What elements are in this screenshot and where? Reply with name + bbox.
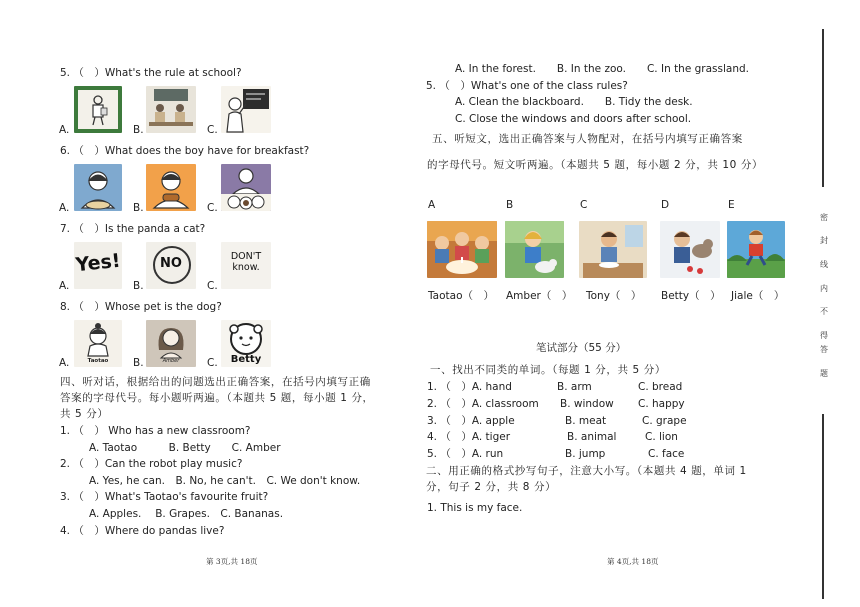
binding-char-6: 得 — [820, 331, 828, 340]
q5-option-a-label: A. — [59, 124, 70, 136]
binding-char-1: 密 — [820, 213, 828, 222]
section4-q2: 2. （ ）Can the robot play music? — [60, 458, 243, 470]
section4-instruction-line2: 答案的字母代号。每小题听两遍。（本题共 5 题，每小题 1 分， — [60, 392, 374, 404]
q6-option-a-label: A. — [59, 202, 70, 214]
binding-char-4: 内 — [820, 284, 828, 293]
section1-row3-c: C. grape — [642, 415, 687, 427]
q7-option-a-yes-sign[interactable] — [74, 242, 122, 289]
section1-row3-a: 3. （ ）A. apple — [427, 415, 515, 427]
section5-name-jiale[interactable]: Jiale（ ） — [731, 290, 785, 302]
section5-letter-c: C — [580, 199, 588, 211]
section5-image-a-birthday[interactable] — [427, 221, 497, 278]
section5-letter-d: D — [661, 199, 670, 211]
binding-line-bottom — [822, 414, 824, 599]
section5-name-betty[interactable]: Betty（ ） — [661, 290, 721, 302]
q8-caption-betty: Betty — [230, 354, 262, 365]
q6-option-b-label: B. — [133, 202, 144, 214]
section5-image-c-boy-eating[interactable] — [579, 221, 647, 278]
q7-option-b-no-sign[interactable] — [146, 242, 196, 289]
q8-option-b-image[interactable] — [146, 320, 196, 367]
section1-row1-a: 1. （ ）A. hand — [427, 381, 512, 393]
section1-row5-b: B. jump — [565, 448, 606, 460]
section1-row4-c: C. lion — [645, 431, 678, 443]
yes-sign-text: Yes! — [74, 249, 122, 277]
section1-row2-a: 2. （ ）A. classroom — [427, 398, 539, 410]
q6-question: 6. （ ）What does the boy have for breakfast? — [60, 145, 310, 157]
section1-row5-a: 5. （ ）A. run — [427, 448, 504, 460]
q5-option-b-label: B. — [133, 124, 144, 136]
section5-letter-a: A — [428, 199, 436, 211]
q8-option-a-label: A. — [59, 357, 70, 369]
q5-option-a-image[interactable] — [74, 86, 122, 133]
binding-char-7: 答 — [820, 345, 828, 354]
section4-q4-options: A. In the forest. B. In the zoo. C. In the grassland. — [455, 63, 750, 75]
section4-q5-options-2: C. Close the windows and doors after school. — [455, 113, 692, 125]
binding-char-8: 题 — [820, 369, 828, 378]
section1-title: 一、找出不同类的单词。（每题 1 分，共 5 分） — [430, 364, 666, 376]
section5-name-amber[interactable]: Amber（ ） — [506, 290, 573, 302]
q6-option-c-label: C. — [207, 202, 218, 214]
q8-question: 8. （ ）Whose pet is the dog? — [60, 301, 222, 313]
q6-option-a-image[interactable] — [74, 164, 122, 211]
section5-image-e-boy-jumping[interactable] — [727, 221, 785, 278]
q8-option-c-label: C. — [207, 357, 218, 369]
section5-instruction-line1: 五、听短文，选出正确答案与人物配对，在括号内填写正确答案 — [432, 133, 743, 145]
section5-image-b-girl-with-pet[interactable] — [505, 221, 564, 278]
binding-char-3: 线 — [820, 260, 828, 269]
section5-image-d-boy-with-cat[interactable] — [660, 221, 720, 278]
section2-item1: 1. This is my face. — [427, 502, 523, 514]
section5-name-tony[interactable]: Tony（ ） — [586, 290, 642, 302]
q5-question: 5. （ ）What's the rule at school? — [60, 67, 242, 79]
section4-q2-options: A. Yes, he can. B. No, he can't. C. We don't know. — [89, 475, 361, 487]
section4-q4: 4. （ ）Where do pandas live? — [60, 525, 225, 537]
section5-instruction-line2: 的字母代号。短文听两遍。（本题共 5 题，每小题 2 分，共 10 分） — [427, 159, 764, 171]
q5-option-c-image[interactable] — [221, 86, 271, 133]
no-sign-text: NO — [160, 256, 182, 271]
section4-instruction-line1: 四、听对话，根据给出的问题选出正确答案，在括号内填写正确 — [60, 376, 371, 388]
section4-q5-options-1: A. Clean the blackboard. B. Tidy the desk. — [455, 96, 693, 108]
dont-know-text-line2: know. — [232, 262, 260, 273]
section5-name-taotao[interactable]: Taotao（ ） — [428, 290, 495, 302]
page-footer-left: 第 3页,共 18页 — [206, 557, 258, 566]
q5-option-c-label: C. — [207, 124, 218, 136]
section4-q5: 5. （ ）What's one of the class rules? — [426, 80, 628, 92]
section4-q3-options: A. Apples. B. Grapes. C. Bananas. — [89, 508, 284, 520]
section4-instruction-line3: 共 5 分） — [60, 408, 109, 420]
q8-caption-amber: Amber — [162, 358, 180, 364]
section4-q1-options: A. Taotao B. Betty C. Amber — [89, 442, 281, 454]
q6-option-b-image[interactable] — [146, 164, 196, 211]
section5-letter-e: E — [728, 199, 735, 211]
section5-letter-b: B — [506, 199, 514, 211]
section4-q1: 1. （ ） Who has a new classroom? — [60, 425, 251, 437]
section1-row3-b: B. meat — [565, 415, 607, 427]
q5-option-b-image[interactable] — [146, 86, 196, 133]
q7-option-c-dont-know-sign[interactable] — [221, 242, 271, 289]
section1-row5-c: C. face — [648, 448, 685, 460]
page-footer-right: 第 4页,共 18页 — [607, 557, 659, 566]
q8-option-a-image[interactable] — [74, 320, 122, 367]
q6-option-c-image[interactable] — [221, 164, 271, 211]
written-part-title: 笔试部分（55 分） — [536, 342, 627, 354]
binding-line-top — [822, 29, 824, 187]
section1-row1-c: C. bread — [638, 381, 683, 393]
section1-row2-c: C. happy — [638, 398, 685, 410]
q8-caption-taotao: Taotao — [87, 358, 109, 364]
section1-row4-a: 4. （ ）A. tiger — [427, 431, 511, 443]
q7-option-a-label: A. — [59, 280, 70, 292]
q7-question: 7. （ ）Is the panda a cat? — [60, 223, 206, 235]
q7-option-c-label: C. — [207, 280, 218, 292]
section1-row4-b: B. animal — [567, 431, 617, 443]
dont-know-text-line1: DON'T — [230, 251, 262, 262]
section1-row2-b: B. window — [560, 398, 614, 410]
section2-instruction-line1: 二、用正确的格式抄写句子，注意大小写。（本题共 4 题，单词 1 — [426, 465, 747, 477]
binding-char-5: 不 — [820, 307, 828, 316]
q7-option-b-label: B. — [133, 280, 144, 292]
section2-instruction-line2: 分，句子 2 分，共 8 分） — [426, 481, 557, 493]
section4-q3: 3. （ ）What's Taotao's favourite fruit? — [60, 491, 269, 503]
q8-option-c-image[interactable] — [221, 320, 271, 367]
binding-char-2: 封 — [820, 236, 828, 245]
q8-option-b-label: B. — [133, 357, 144, 369]
section1-row1-b: B. arm — [557, 381, 592, 393]
